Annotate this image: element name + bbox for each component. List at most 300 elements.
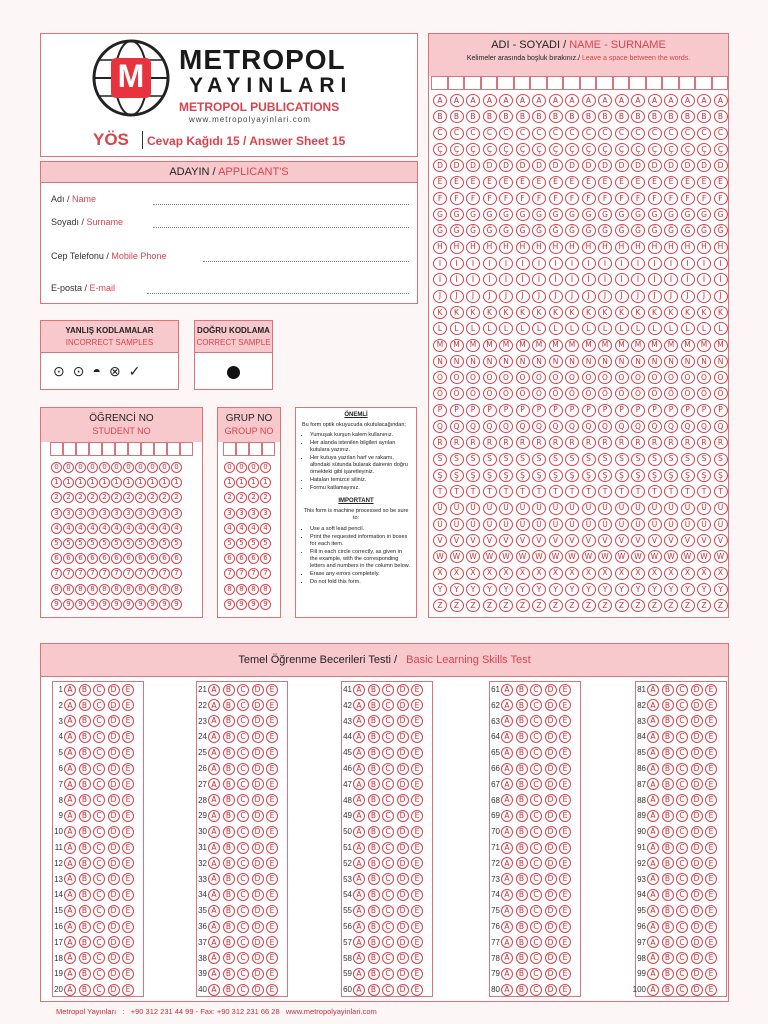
name-letter-bubble[interactable]: Ö xyxy=(598,387,612,400)
name-letter-bubble[interactable]: K xyxy=(681,306,695,319)
group-no-bubble[interactable]: 0 xyxy=(224,462,235,473)
name-letter-bubble[interactable]: Ç xyxy=(681,143,695,156)
answer-bubble[interactable]: C xyxy=(530,731,542,743)
answer-bubble[interactable]: A xyxy=(353,778,365,790)
answer-bubble[interactable]: C xyxy=(93,684,105,696)
answer-bubble[interactable]: C xyxy=(237,921,249,933)
answer-bubble[interactable]: C xyxy=(530,984,542,996)
name-letter-bubble[interactable]: X xyxy=(549,567,563,580)
answer-bubble[interactable]: A xyxy=(501,936,513,948)
name-letter-bubble[interactable]: E xyxy=(681,176,695,189)
answer-bubble[interactable]: C xyxy=(93,889,105,901)
name-letter-bubble[interactable]: H xyxy=(664,241,678,254)
answer-bubble[interactable]: B xyxy=(223,715,235,727)
name-letter-bubble[interactable]: K xyxy=(615,306,629,319)
group-no-write-box[interactable] xyxy=(236,442,249,456)
name-letter-bubble[interactable]: D xyxy=(499,159,513,172)
name-letter-bubble[interactable]: Ü xyxy=(483,518,497,531)
student-no-bubble[interactable]: 0 xyxy=(87,462,98,473)
name-letter-bubble[interactable]: L xyxy=(598,322,612,335)
student-no-bubble[interactable]: 8 xyxy=(99,584,110,595)
name-letter-bubble[interactable]: U xyxy=(483,502,497,515)
student-no-bubble[interactable]: 3 xyxy=(159,508,170,519)
student-no-write-box[interactable] xyxy=(154,442,167,456)
answer-bubble[interactable]: C xyxy=(237,747,249,759)
answer-bubble[interactable]: E xyxy=(705,810,717,822)
name-letter-bubble[interactable]: E xyxy=(549,176,563,189)
answer-bubble[interactable]: E xyxy=(266,826,278,838)
answer-bubble[interactable]: B xyxy=(516,936,528,948)
name-letter-bubble[interactable]: X xyxy=(714,567,728,580)
answer-bubble[interactable]: A xyxy=(501,857,513,869)
answer-bubble[interactable]: E xyxy=(122,952,134,964)
name-letter-bubble[interactable]: D xyxy=(565,159,579,172)
student-no-bubble[interactable]: 4 xyxy=(99,523,110,534)
answer-bubble[interactable]: D xyxy=(252,857,264,869)
name-letter-bubble[interactable]: V xyxy=(631,534,645,547)
answer-bubble[interactable]: A xyxy=(501,747,513,759)
answer-bubble[interactable]: E xyxy=(411,873,423,885)
name-letter-bubble[interactable]: E xyxy=(615,176,629,189)
name-letter-bubble[interactable]: F xyxy=(582,192,596,205)
name-letter-bubble[interactable]: D xyxy=(450,159,464,172)
answer-bubble[interactable]: E xyxy=(411,857,423,869)
name-letter-bubble[interactable]: M xyxy=(631,339,645,352)
name-letter-bubble[interactable]: Z xyxy=(483,599,497,612)
student-no-bubble[interactable]: 6 xyxy=(63,553,74,564)
answer-bubble[interactable]: D xyxy=(691,889,703,901)
name-letter-bubble[interactable]: D xyxy=(615,159,629,172)
answer-bubble[interactable]: A xyxy=(353,857,365,869)
answer-bubble[interactable]: E xyxy=(411,763,423,775)
answer-bubble[interactable]: A xyxy=(353,826,365,838)
name-letter-bubble[interactable]: H xyxy=(499,241,513,254)
name-letter-bubble[interactable]: P xyxy=(648,404,662,417)
answer-bubble[interactable]: C xyxy=(237,731,249,743)
answer-bubble[interactable]: B xyxy=(79,794,91,806)
name-letter-bubble[interactable]: D xyxy=(664,159,678,172)
answer-bubble[interactable]: D xyxy=(108,889,120,901)
answer-bubble[interactable]: C xyxy=(382,968,394,980)
name-letter-bubble[interactable]: P xyxy=(565,404,579,417)
name-letter-bubble[interactable]: G xyxy=(697,208,711,221)
group-no-bubble[interactable]: 4 xyxy=(260,523,271,534)
name-letter-bubble[interactable]: O xyxy=(648,371,662,384)
answer-bubble[interactable]: C xyxy=(382,715,394,727)
student-no-bubble[interactable]: 9 xyxy=(159,599,170,610)
answer-bubble[interactable]: D xyxy=(252,778,264,790)
answer-bubble[interactable]: E xyxy=(266,794,278,806)
name-letter-bubble[interactable]: J xyxy=(648,290,662,303)
group-no-bubble[interactable]: 6 xyxy=(224,553,235,564)
name-letter-bubble[interactable]: Y xyxy=(450,583,464,596)
name-letter-bubble[interactable]: R xyxy=(516,436,530,449)
answer-bubble[interactable]: A xyxy=(64,699,76,711)
answer-bubble[interactable]: C xyxy=(382,684,394,696)
name-letter-bubble[interactable]: C xyxy=(483,127,497,140)
name-letter-bubble[interactable]: B xyxy=(681,110,695,123)
name-letter-bubble[interactable]: A xyxy=(450,94,464,107)
answer-bubble[interactable]: B xyxy=(223,731,235,743)
name-letter-bubble[interactable]: V xyxy=(714,534,728,547)
name-letter-bubble[interactable]: U xyxy=(714,502,728,515)
name-letter-bubble[interactable]: F xyxy=(598,192,612,205)
group-no-bubble[interactable]: 5 xyxy=(236,538,247,549)
answer-bubble[interactable]: D xyxy=(108,984,120,996)
answer-bubble[interactable]: B xyxy=(368,778,380,790)
name-letter-bubble[interactable]: U xyxy=(648,502,662,515)
name-letter-bubble[interactable]: X xyxy=(648,567,662,580)
student-no-bubble[interactable]: 1 xyxy=(171,477,182,488)
answer-bubble[interactable]: B xyxy=(368,905,380,917)
answer-bubble[interactable]: A xyxy=(647,715,659,727)
name-letter-bubble[interactable]: X xyxy=(681,567,695,580)
answer-bubble[interactable]: C xyxy=(93,873,105,885)
name-letter-bubble[interactable]: O xyxy=(450,371,464,384)
answer-bubble[interactable]: B xyxy=(662,921,674,933)
name-letter-bubble[interactable]: Ğ xyxy=(565,224,579,237)
name-letter-bubble[interactable]: Ö xyxy=(582,387,596,400)
name-letter-bubble[interactable]: U xyxy=(664,502,678,515)
answer-bubble[interactable]: E xyxy=(705,747,717,759)
answer-bubble[interactable]: B xyxy=(516,952,528,964)
name-letter-bubble[interactable]: G xyxy=(582,208,596,221)
name-letter-bubble[interactable]: A xyxy=(433,94,447,107)
answer-bubble[interactable]: E xyxy=(559,684,571,696)
name-letter-bubble[interactable]: H xyxy=(466,241,480,254)
name-letter-bubble[interactable]: Y xyxy=(499,583,513,596)
answer-bubble[interactable]: E xyxy=(559,936,571,948)
name-letter-bubble[interactable]: I xyxy=(664,257,678,270)
answer-bubble[interactable]: B xyxy=(223,921,235,933)
answer-bubble[interactable]: D xyxy=(691,763,703,775)
name-letter-bubble[interactable]: P xyxy=(697,404,711,417)
answer-bubble[interactable]: A xyxy=(501,778,513,790)
name-letter-bubble[interactable]: X xyxy=(664,567,678,580)
name-letter-bubble[interactable]: R xyxy=(664,436,678,449)
name-letter-bubble[interactable]: Y xyxy=(466,583,480,596)
name-letter-bubble[interactable]: Ş xyxy=(433,469,447,482)
answer-bubble[interactable]: B xyxy=(662,873,674,885)
answer-bubble[interactable]: B xyxy=(662,857,674,869)
name-letter-bubble[interactable]: M xyxy=(615,339,629,352)
name-letter-bubble[interactable]: I xyxy=(483,257,497,270)
name-letter-bubble[interactable]: I xyxy=(714,257,728,270)
name-letter-bubble[interactable]: T xyxy=(598,485,612,498)
student-no-bubble[interactable]: 7 xyxy=(171,568,182,579)
answer-bubble[interactable]: A xyxy=(501,731,513,743)
name-letter-bubble[interactable]: X xyxy=(499,567,513,580)
answer-bubble[interactable]: B xyxy=(223,842,235,854)
answer-bubble[interactable]: C xyxy=(93,794,105,806)
answer-bubble[interactable]: A xyxy=(647,857,659,869)
answer-bubble[interactable]: E xyxy=(411,905,423,917)
answer-bubble[interactable]: A xyxy=(647,889,659,901)
name-letter-bubble[interactable]: R xyxy=(615,436,629,449)
name-letter-bubble[interactable]: D xyxy=(532,159,546,172)
name-letter-bubble[interactable]: İ xyxy=(450,273,464,286)
answer-bubble[interactable]: B xyxy=(516,905,528,917)
answer-bubble[interactable]: D xyxy=(108,936,120,948)
answer-bubble[interactable]: D xyxy=(691,936,703,948)
answer-bubble[interactable]: A xyxy=(208,794,220,806)
name-letter-bubble[interactable]: I xyxy=(450,257,464,270)
answer-bubble[interactable]: A xyxy=(501,968,513,980)
name-letter-bubble[interactable]: E xyxy=(664,176,678,189)
name-write-box[interactable] xyxy=(448,76,465,90)
answer-bubble[interactable]: D xyxy=(108,857,120,869)
answer-bubble[interactable]: B xyxy=(368,889,380,901)
name-letter-bubble[interactable]: S xyxy=(648,453,662,466)
name-letter-bubble[interactable]: D xyxy=(433,159,447,172)
answer-bubble[interactable]: A xyxy=(647,763,659,775)
answer-bubble[interactable]: A xyxy=(208,873,220,885)
answer-bubble[interactable]: C xyxy=(382,842,394,854)
name-letter-bubble[interactable]: U xyxy=(499,502,513,515)
answer-bubble[interactable]: E xyxy=(705,952,717,964)
answer-bubble[interactable]: E xyxy=(266,778,278,790)
name-letter-bubble[interactable]: Ç xyxy=(499,143,513,156)
answer-bubble[interactable]: B xyxy=(662,826,674,838)
name-letter-bubble[interactable]: M xyxy=(681,339,695,352)
student-no-bubble[interactable]: 5 xyxy=(147,538,158,549)
name-letter-bubble[interactable]: U xyxy=(697,502,711,515)
name-letter-bubble[interactable]: N xyxy=(532,355,546,368)
answer-bubble[interactable]: E xyxy=(559,842,571,854)
name-letter-bubble[interactable]: L xyxy=(532,322,546,335)
answer-bubble[interactable]: E xyxy=(122,684,134,696)
student-no-bubble[interactable]: 0 xyxy=(99,462,110,473)
name-letter-bubble[interactable]: E xyxy=(565,176,579,189)
answer-bubble[interactable]: B xyxy=(368,826,380,838)
student-no-bubble[interactable]: 9 xyxy=(51,599,62,610)
answer-bubble[interactable]: E xyxy=(122,715,134,727)
name-letter-bubble[interactable]: U xyxy=(516,502,530,515)
group-no-bubble[interactable]: 1 xyxy=(224,477,235,488)
name-letter-bubble[interactable]: P xyxy=(714,404,728,417)
student-no-bubble[interactable]: 9 xyxy=(87,599,98,610)
answer-bubble[interactable]: E xyxy=(411,731,423,743)
answer-bubble[interactable]: A xyxy=(353,810,365,822)
answer-bubble[interactable]: B xyxy=(79,889,91,901)
name-letter-bubble[interactable]: T xyxy=(499,485,513,498)
name-letter-bubble[interactable]: P xyxy=(615,404,629,417)
name-letter-bubble[interactable]: Y xyxy=(516,583,530,596)
name-letter-bubble[interactable]: X xyxy=(565,567,579,580)
name-letter-bubble[interactable]: V xyxy=(598,534,612,547)
name-letter-bubble[interactable]: C xyxy=(466,127,480,140)
name-letter-bubble[interactable]: Ş xyxy=(714,469,728,482)
name-letter-bubble[interactable]: O xyxy=(615,371,629,384)
answer-bubble[interactable]: A xyxy=(353,873,365,885)
student-no-bubble[interactable]: 9 xyxy=(147,599,158,610)
answer-bubble[interactable]: B xyxy=(79,921,91,933)
name-letter-bubble[interactable]: K xyxy=(532,306,546,319)
answer-bubble[interactable]: E xyxy=(559,873,571,885)
name-letter-bubble[interactable]: B xyxy=(664,110,678,123)
name-letter-bubble[interactable]: I xyxy=(499,257,513,270)
name-letter-bubble[interactable]: X xyxy=(598,567,612,580)
name-letter-bubble[interactable]: D xyxy=(631,159,645,172)
name-letter-bubble[interactable]: W xyxy=(549,550,563,563)
name-letter-bubble[interactable]: V xyxy=(549,534,563,547)
name-letter-bubble[interactable]: Ö xyxy=(499,387,513,400)
name-letter-bubble[interactable]: W xyxy=(532,550,546,563)
answer-bubble[interactable]: C xyxy=(237,778,249,790)
answer-bubble[interactable]: E xyxy=(122,873,134,885)
answer-bubble[interactable]: D xyxy=(252,936,264,948)
name-letter-bubble[interactable]: F xyxy=(549,192,563,205)
name-letter-bubble[interactable]: N xyxy=(450,355,464,368)
answer-bubble[interactable]: C xyxy=(237,794,249,806)
name-letter-bubble[interactable]: L xyxy=(648,322,662,335)
answer-bubble[interactable]: E xyxy=(705,984,717,996)
name-letter-bubble[interactable]: R xyxy=(565,436,579,449)
student-no-bubble[interactable]: 2 xyxy=(135,492,146,503)
student-no-bubble[interactable]: 3 xyxy=(123,508,134,519)
name-letter-bubble[interactable]: R xyxy=(499,436,513,449)
group-no-write-box[interactable] xyxy=(223,442,236,456)
name-letter-bubble[interactable]: P xyxy=(483,404,497,417)
name-letter-bubble[interactable]: G xyxy=(565,208,579,221)
answer-bubble[interactable]: E xyxy=(266,842,278,854)
answer-bubble[interactable]: D xyxy=(691,778,703,790)
answer-bubble[interactable]: A xyxy=(208,747,220,759)
name-letter-bubble[interactable]: K xyxy=(582,306,596,319)
student-no-bubble[interactable]: 2 xyxy=(171,492,182,503)
student-no-bubble[interactable]: 4 xyxy=(135,523,146,534)
answer-bubble[interactable]: E xyxy=(122,889,134,901)
answer-bubble[interactable]: B xyxy=(79,715,91,727)
name-letter-bubble[interactable]: Ö xyxy=(615,387,629,400)
name-letter-bubble[interactable]: Ç xyxy=(714,143,728,156)
answer-bubble[interactable]: D xyxy=(108,763,120,775)
answer-bubble[interactable]: D xyxy=(691,731,703,743)
answer-bubble[interactable]: A xyxy=(208,778,220,790)
answer-bubble[interactable]: A xyxy=(647,873,659,885)
answer-bubble[interactable]: D xyxy=(397,684,409,696)
answer-bubble[interactable]: D xyxy=(545,747,557,759)
answer-bubble[interactable]: A xyxy=(208,889,220,901)
answer-bubble[interactable]: B xyxy=(516,873,528,885)
name-letter-bubble[interactable]: N xyxy=(664,355,678,368)
answer-bubble[interactable]: E xyxy=(705,826,717,838)
name-letter-bubble[interactable]: P xyxy=(516,404,530,417)
name-letter-bubble[interactable]: J xyxy=(598,290,612,303)
name-letter-bubble[interactable]: Q xyxy=(697,420,711,433)
answer-bubble[interactable]: D xyxy=(397,826,409,838)
answer-bubble[interactable]: A xyxy=(64,842,76,854)
answer-bubble[interactable]: D xyxy=(545,810,557,822)
answer-bubble[interactable]: D xyxy=(252,889,264,901)
name-letter-bubble[interactable]: Ö xyxy=(648,387,662,400)
answer-bubble[interactable]: C xyxy=(93,905,105,917)
name-letter-bubble[interactable]: F xyxy=(483,192,497,205)
name-letter-bubble[interactable]: Ş xyxy=(615,469,629,482)
name-letter-bubble[interactable]: F xyxy=(466,192,480,205)
answer-bubble[interactable]: B xyxy=(662,810,674,822)
name-letter-bubble[interactable]: Z xyxy=(582,599,596,612)
name-letter-bubble[interactable]: Ö xyxy=(532,387,546,400)
name-letter-bubble[interactable]: C xyxy=(565,127,579,140)
name-letter-bubble[interactable]: Z xyxy=(615,599,629,612)
student-no-bubble[interactable]: 5 xyxy=(171,538,182,549)
answer-bubble[interactable]: E xyxy=(122,857,134,869)
answer-bubble[interactable]: C xyxy=(93,842,105,854)
name-letter-bubble[interactable]: R xyxy=(714,436,728,449)
student-no-bubble[interactable]: 7 xyxy=(75,568,86,579)
group-no-bubble[interactable]: 3 xyxy=(248,508,259,519)
student-no-bubble[interactable]: 5 xyxy=(75,538,86,549)
name-letter-bubble[interactable]: H xyxy=(532,241,546,254)
name-letter-bubble[interactable]: V xyxy=(466,534,480,547)
name-letter-bubble[interactable]: İ xyxy=(483,273,497,286)
answer-bubble[interactable]: A xyxy=(64,763,76,775)
name-letter-bubble[interactable]: L xyxy=(565,322,579,335)
answer-bubble[interactable]: D xyxy=(252,699,264,711)
name-letter-bubble[interactable]: İ xyxy=(466,273,480,286)
answer-bubble[interactable]: A xyxy=(353,842,365,854)
answer-bubble[interactable]: B xyxy=(662,715,674,727)
answer-bubble[interactable]: C xyxy=(676,778,688,790)
name-letter-bubble[interactable]: Ü xyxy=(516,518,530,531)
name-letter-bubble[interactable]: K xyxy=(433,306,447,319)
answer-bubble[interactable]: C xyxy=(530,873,542,885)
group-no-bubble[interactable]: 8 xyxy=(260,584,271,595)
name-letter-bubble[interactable]: Ç xyxy=(450,143,464,156)
name-letter-bubble[interactable]: C xyxy=(631,127,645,140)
student-no-bubble[interactable]: 0 xyxy=(135,462,146,473)
student-no-bubble[interactable]: 7 xyxy=(159,568,170,579)
name-write-box[interactable] xyxy=(464,76,481,90)
name-letter-bubble[interactable]: Z xyxy=(433,599,447,612)
answer-bubble[interactable]: B xyxy=(223,763,235,775)
answer-bubble[interactable]: D xyxy=(108,794,120,806)
answer-bubble[interactable]: A xyxy=(353,889,365,901)
answer-bubble[interactable]: E xyxy=(705,857,717,869)
answer-bubble[interactable]: B xyxy=(223,952,235,964)
answer-bubble[interactable]: E xyxy=(266,936,278,948)
name-letter-bubble[interactable]: Ğ xyxy=(532,224,546,237)
answer-bubble[interactable]: E xyxy=(705,699,717,711)
name-letter-bubble[interactable]: İ xyxy=(499,273,513,286)
name-letter-bubble[interactable]: Ş xyxy=(532,469,546,482)
name-letter-bubble[interactable]: X xyxy=(433,567,447,580)
answer-bubble[interactable]: B xyxy=(662,763,674,775)
student-no-bubble[interactable]: 3 xyxy=(87,508,98,519)
answer-bubble[interactable]: A xyxy=(64,857,76,869)
name-letter-bubble[interactable]: V xyxy=(565,534,579,547)
student-no-bubble[interactable]: 0 xyxy=(111,462,122,473)
student-no-bubble[interactable]: 3 xyxy=(171,508,182,519)
name-letter-bubble[interactable]: K xyxy=(499,306,513,319)
answer-bubble[interactable]: E xyxy=(122,968,134,980)
name-letter-bubble[interactable]: T xyxy=(681,485,695,498)
answer-bubble[interactable]: B xyxy=(223,968,235,980)
name-letter-bubble[interactable]: Y xyxy=(433,583,447,596)
answer-bubble[interactable]: A xyxy=(64,731,76,743)
name-letter-bubble[interactable]: P xyxy=(450,404,464,417)
answer-bubble[interactable]: A xyxy=(647,936,659,948)
answer-bubble[interactable]: A xyxy=(208,857,220,869)
answer-bubble[interactable]: B xyxy=(79,826,91,838)
name-write-box[interactable] xyxy=(514,76,531,90)
answer-bubble[interactable]: C xyxy=(382,747,394,759)
answer-bubble[interactable]: A xyxy=(208,968,220,980)
name-letter-bubble[interactable]: L xyxy=(664,322,678,335)
group-no-bubble[interactable]: 7 xyxy=(260,568,271,579)
student-no-bubble[interactable]: 4 xyxy=(171,523,182,534)
